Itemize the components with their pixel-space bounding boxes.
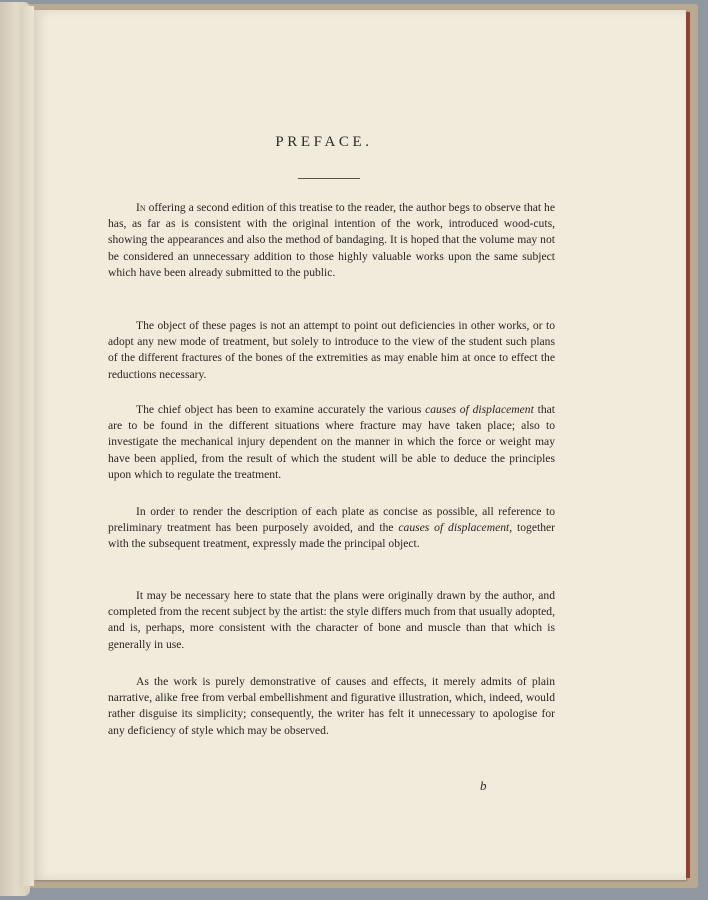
- paragraph-3: [108, 402, 555, 483]
- page-title: PREFACE.: [275, 134, 373, 150]
- paragraph-3-italic: causes of displacement: [425, 403, 534, 416]
- paragraph-2: [108, 318, 555, 383]
- title-rule: [298, 178, 360, 179]
- paragraph-2-text: The object of these pages is not an attempt to point out deficiencies in other works, or to adopt any new mode of treatment, but solely to introduce to the view of the student such plans of the different fractures of the bones of the extremities as may enable him at once to effect the reductions necessary.: [108, 319, 555, 381]
- paragraph-1-lead: In: [136, 201, 146, 214]
- paragraph-4-text-after: together with the subsequent treatment, expressly made the principal object.: [108, 521, 555, 551]
- paragraph-5: [108, 588, 555, 653]
- paragraph-3-text-after: that are to be found in the different situations where fracture may have taken place; also to investigate the mechanical injury dependent on the manner in which the force or weight may have been applied, from the result of which the student will be able to deduce the principles upon which to regulate the treatment.: [108, 403, 555, 481]
- paragraph-4: [108, 504, 555, 553]
- page-signature: b: [480, 778, 487, 793]
- paragraph-1-text: offering a second edition of this treatise to the reader, the author begs to observe that he has, as far as is consistent with the original intention of the work, introduced wood-cuts, showing the appearances and also the method of bandaging. It is hoped that the volume may not be considered an unnecessary addition to those highly valuable works upon the same subject which have been already submitted to the public.: [108, 201, 555, 279]
- paragraph-6-text: As the work is purely demonstrative of causes and effects, it merely admits of plain narrative, alike free from verbal embellishment and figurative illustration, which, indeed, would rather disguise its simplicity; consequently, the writer has felt it unnecessary to apologise for any deficiency of style which may be observed.: [108, 675, 555, 737]
- paragraph-3-text-before: The chief object has been to examine accurately the various: [136, 403, 426, 416]
- paragraph-4-text-before: In order to render the description of each plate as concise as possible, all reference to preliminary treatment has been purposely avoided, and the: [108, 505, 555, 535]
- paragraph-6: [108, 674, 555, 739]
- paragraph-4-italic: causes of displacement,: [398, 521, 513, 535]
- paragraph-1: [108, 200, 555, 281]
- paragraph-5-text: It may be necessary here to state that the plans were originally drawn by the author, and completed from the recent subject by the artist: the style differs much from that usually adopted, and is, perhaps, more consistent with the character of bone and muscle than that which is generally in use.: [108, 589, 555, 651]
